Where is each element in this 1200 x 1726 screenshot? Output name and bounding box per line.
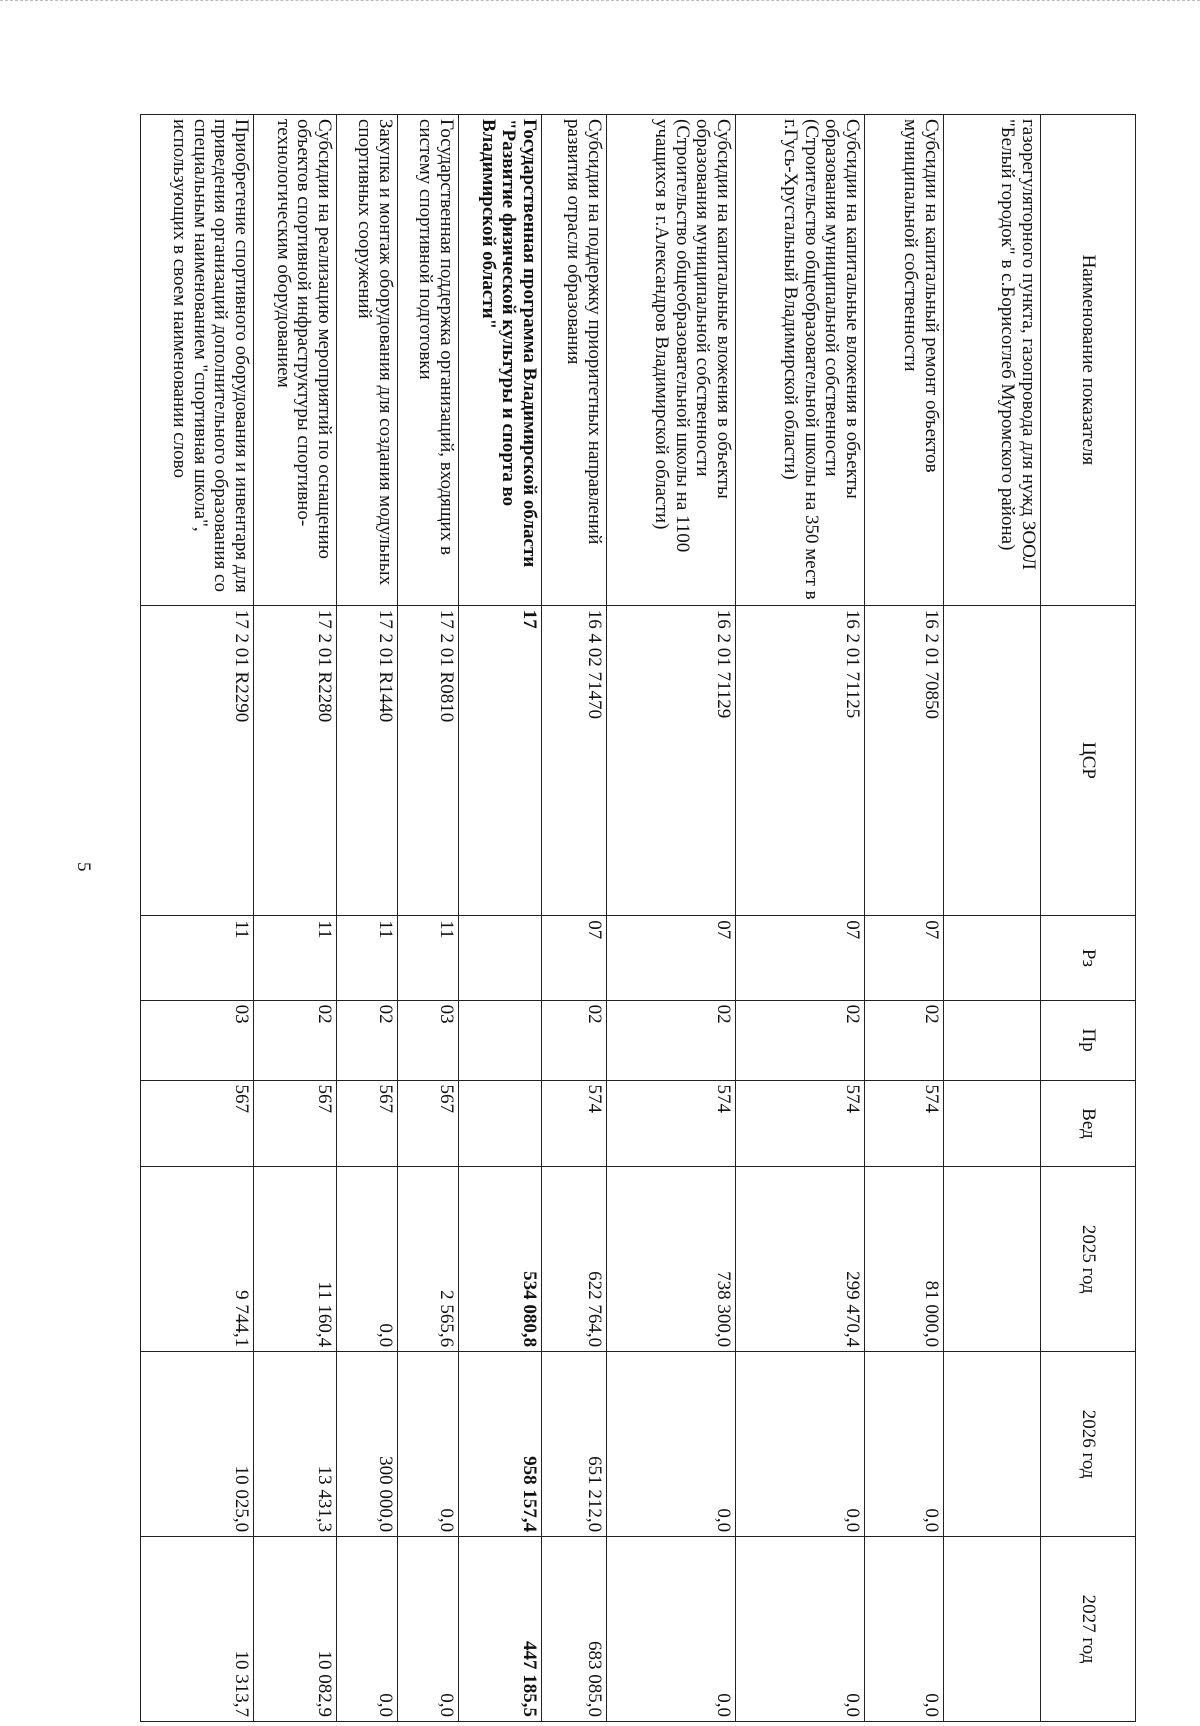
cell-rz bbox=[944, 916, 1041, 1000]
cell-rz bbox=[459, 916, 542, 1000]
cell-name: Субсидии на капитальные вложения в объекты образования муниципальной собственности (Строительство общеобразовательной школы на 1100 учащихся в г.Александров Владимирской области) bbox=[607, 115, 736, 606]
cell-pr: 03 bbox=[141, 1000, 254, 1080]
cell-ved: 574 bbox=[542, 1080, 607, 1167]
cell-y2026: 0,0 bbox=[607, 1352, 736, 1537]
cell-pr: 02 bbox=[254, 1000, 337, 1080]
cell-y2026: 0,0 bbox=[398, 1352, 459, 1537]
cell-name: Государственная поддержка организаций, входящих в систему спортивной подготовки bbox=[398, 115, 459, 606]
cell-y2027: 683 085,0 bbox=[542, 1537, 607, 1722]
cell-y2025: 9 744,1 bbox=[141, 1167, 254, 1352]
cell-csr bbox=[944, 605, 1041, 915]
table-row bbox=[736, 115, 865, 1722]
cell-ved bbox=[459, 1080, 542, 1167]
cell-y2026: 10 025,0 bbox=[141, 1352, 254, 1537]
cell-rz: 07 bbox=[542, 916, 607, 1000]
cell-y2027: 447 185,5 bbox=[459, 1537, 542, 1722]
rotated-table-stage bbox=[169, 114, 1136, 1722]
cell-pr: 02 bbox=[736, 1000, 865, 1080]
cell-rz: 11 bbox=[141, 916, 254, 1000]
cell-ved: 567 bbox=[337, 1080, 398, 1167]
table-row bbox=[141, 115, 254, 1722]
header-ved: Вед bbox=[1041, 1080, 1136, 1167]
cell-pr: 02 bbox=[337, 1000, 398, 1080]
header-2026: 2026 год bbox=[1041, 1352, 1136, 1537]
cell-name: Субсидии на капитальные вложения в объекты образования муниципальной собственности (Строительство общеобразовательной школы на 350 мест в г.Гусь-Хрустальный Владимирской области) bbox=[736, 115, 865, 606]
table-row bbox=[944, 115, 1041, 1722]
cell-pr bbox=[459, 1000, 542, 1080]
page-number: 5 bbox=[73, 862, 94, 872]
cell-name: Государственная программа Владимирской области "Развитие физической культуры и спорта во Владимирской области" bbox=[459, 115, 542, 606]
table-row bbox=[459, 115, 542, 1722]
cell-ved: 574 bbox=[607, 1080, 736, 1167]
cell-csr: 17 2 01 R2280 bbox=[254, 605, 337, 915]
cell-y2025: 738 300,0 bbox=[607, 1167, 736, 1352]
cell-name: газорегуляторного пункта, газопровода для нужд ЗООЛ "Белый городок" в с.Борисоглеб Муромского района) bbox=[944, 115, 1041, 606]
header-row bbox=[1041, 115, 1136, 1722]
cell-y2027: 10 313,7 bbox=[141, 1537, 254, 1722]
table-row bbox=[254, 115, 337, 1722]
cell-pr: 02 bbox=[542, 1000, 607, 1080]
cell-y2026: 13 431,3 bbox=[254, 1352, 337, 1537]
cell-name: Субсидии на капитальный ремонт объектов муниципальной собственности bbox=[865, 115, 944, 606]
cell-y2027: 10 082,9 bbox=[254, 1537, 337, 1722]
cell-rz: 11 bbox=[398, 916, 459, 1000]
cell-pr bbox=[944, 1000, 1041, 1080]
cell-name: Закупка и монтаж оборудования для создания модульных спортивных сооружений bbox=[337, 115, 398, 606]
cell-csr: 16 4 02 71470 bbox=[542, 605, 607, 915]
cell-csr: 17 2 01 R2290 bbox=[141, 605, 254, 915]
cell-y2027: 0,0 bbox=[398, 1537, 459, 1722]
cell-y2025: 81 000,0 bbox=[865, 1167, 944, 1352]
table-row bbox=[337, 115, 398, 1722]
cell-csr: 16 2 01 71125 bbox=[736, 605, 865, 915]
cell-y2026 bbox=[944, 1352, 1041, 1537]
cell-name: Субсидии на поддержку приоритетных направлений развития отрасли образования bbox=[542, 115, 607, 606]
cell-csr: 17 2 01 R0810 bbox=[398, 605, 459, 915]
cell-ved: 567 bbox=[398, 1080, 459, 1167]
cell-rz: 07 bbox=[865, 916, 944, 1000]
cell-y2027: 0,0 bbox=[337, 1537, 398, 1722]
header-2025: 2025 год bbox=[1041, 1167, 1136, 1352]
cell-ved: 567 bbox=[141, 1080, 254, 1167]
cell-y2025: 2 565,6 bbox=[398, 1167, 459, 1352]
table-row bbox=[607, 115, 736, 1722]
header-2027: 2027 год bbox=[1041, 1537, 1136, 1722]
cell-y2027: 0,0 bbox=[736, 1537, 865, 1722]
cell-y2026: 0,0 bbox=[736, 1352, 865, 1537]
table-row bbox=[398, 115, 459, 1722]
cell-ved: 567 bbox=[254, 1080, 337, 1167]
cell-y2025: 534 080,8 bbox=[459, 1167, 542, 1352]
cell-name: Субсидии на реализацию мероприятий по оснащению объектов спортивной инфраструктуры спортивно-технологическим оборудованием bbox=[254, 115, 337, 606]
table-row bbox=[542, 115, 607, 1722]
cell-csr: 17 2 01 R1440 bbox=[337, 605, 398, 915]
header-rz: Рз bbox=[1041, 916, 1136, 1000]
cell-csr: 16 2 01 70850 bbox=[865, 605, 944, 915]
cell-y2026: 300 000,0 bbox=[337, 1352, 398, 1537]
cell-y2025: 11 160,4 bbox=[254, 1167, 337, 1352]
cell-pr: 02 bbox=[865, 1000, 944, 1080]
cell-pr: 02 bbox=[607, 1000, 736, 1080]
cell-y2026: 0,0 bbox=[865, 1352, 944, 1537]
header-csr: ЦСР bbox=[1041, 605, 1136, 915]
cell-y2027 bbox=[944, 1537, 1041, 1722]
cell-ved bbox=[944, 1080, 1041, 1167]
cell-y2025: 299 470,4 bbox=[736, 1167, 865, 1352]
cell-rz: 11 bbox=[254, 916, 337, 1000]
cell-y2027: 0,0 bbox=[865, 1537, 944, 1722]
budget-table bbox=[140, 114, 1136, 1722]
cell-y2025: 0,0 bbox=[337, 1167, 398, 1352]
cell-csr: 16 2 01 71129 bbox=[607, 605, 736, 915]
cell-csr: 17 bbox=[459, 605, 542, 915]
cell-ved: 574 bbox=[865, 1080, 944, 1167]
scan-edge bbox=[0, 0, 1200, 5]
cell-y2027: 0,0 bbox=[607, 1537, 736, 1722]
cell-y2025 bbox=[944, 1167, 1041, 1352]
cell-y2025: 622 764,0 bbox=[542, 1167, 607, 1352]
cell-rz: 07 bbox=[736, 916, 865, 1000]
cell-rz: 11 bbox=[337, 916, 398, 1000]
cell-y2026: 651 212,0 bbox=[542, 1352, 607, 1537]
cell-ved: 574 bbox=[736, 1080, 865, 1167]
header-pr: Пр bbox=[1041, 1000, 1136, 1080]
cell-rz: 07 bbox=[607, 916, 736, 1000]
cell-name: Приобретение спортивного оборудования и инвентаря для приведения организаций дополнительного образования со специальным наименованием "спортивная школа", использующих в своем наименовании слово bbox=[141, 115, 254, 606]
cell-pr: 03 bbox=[398, 1000, 459, 1080]
cell-y2026: 958 157,4 bbox=[459, 1352, 542, 1537]
table-row bbox=[865, 115, 944, 1722]
header-name: Наименование показателя bbox=[1041, 115, 1136, 606]
